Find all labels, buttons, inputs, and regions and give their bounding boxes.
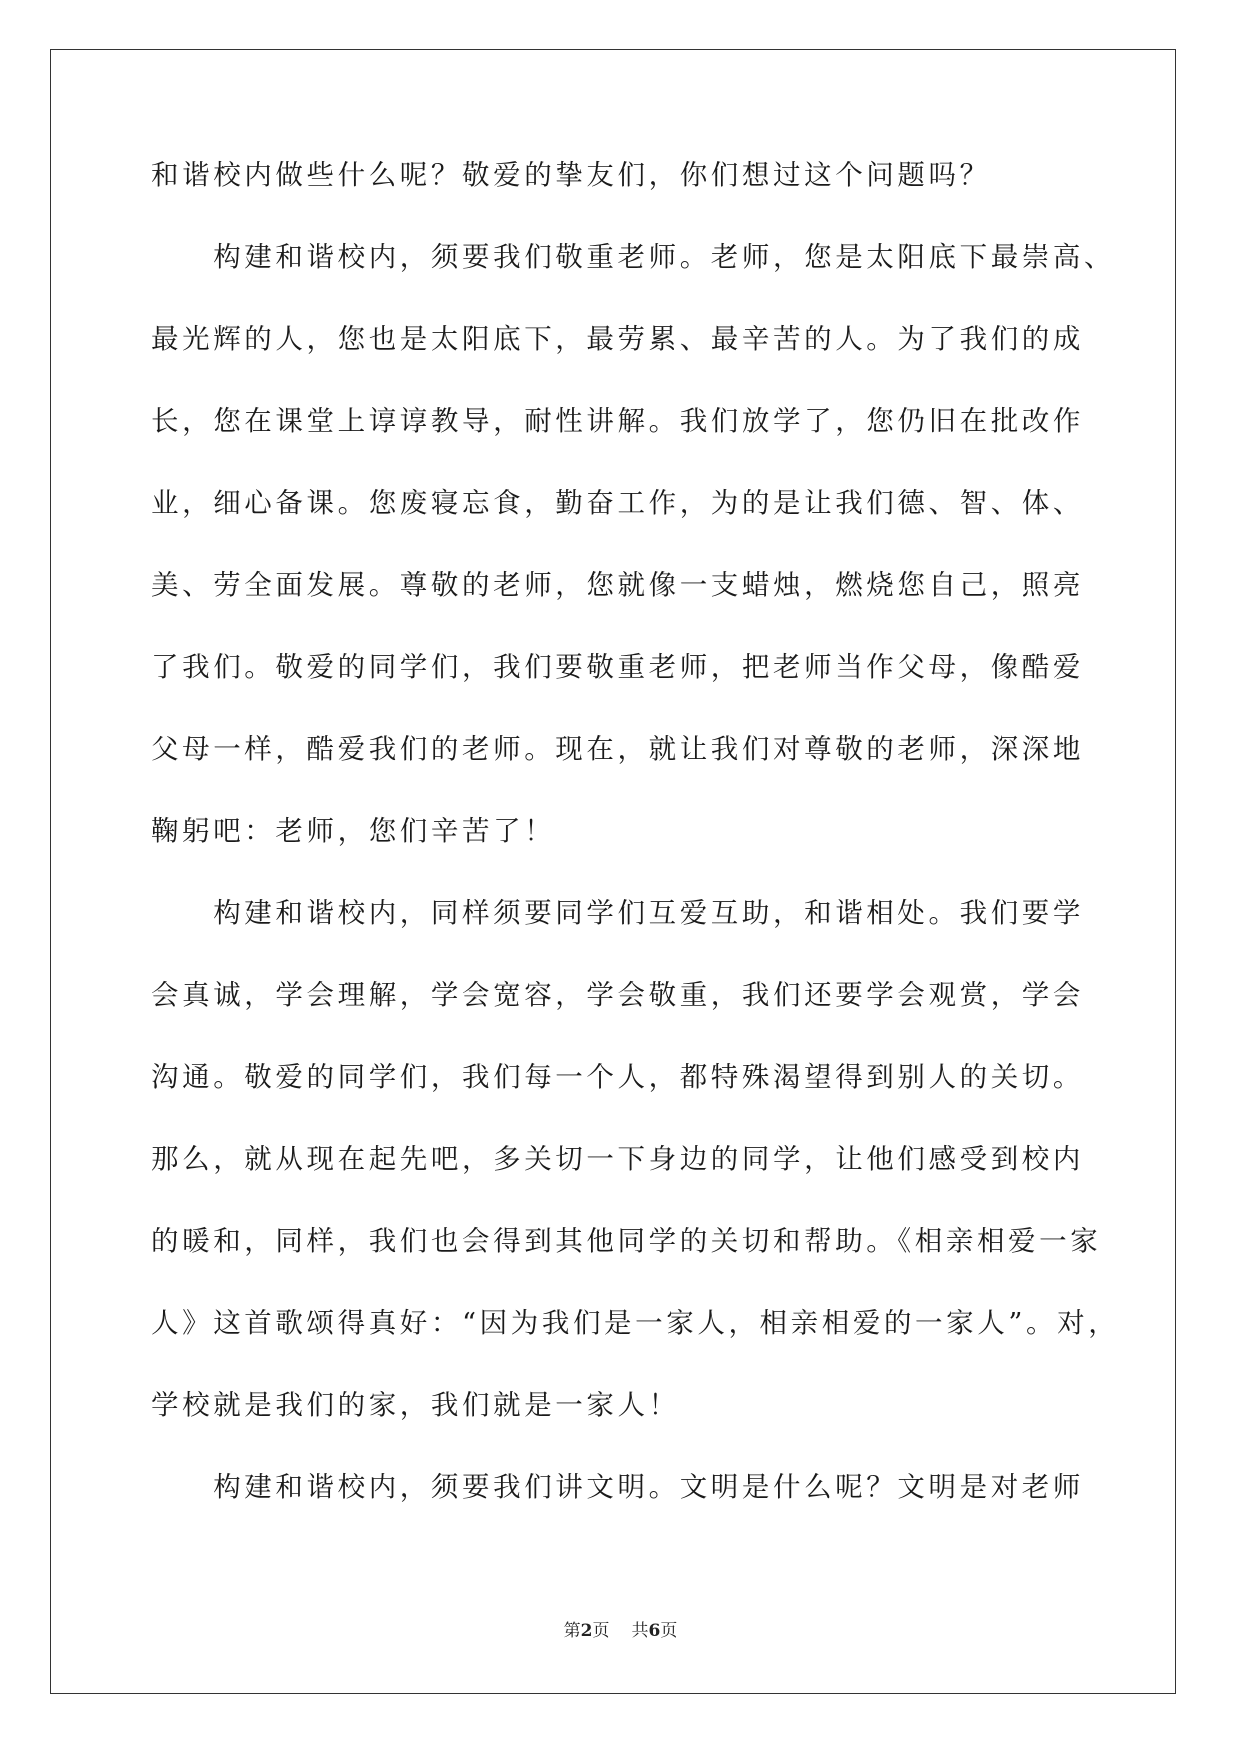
text-line: 最光辉的人，您也是太阳底下，最劳累、最辛苦的人。为了我们的成	[151, 323, 1084, 355]
text-line: 父母一样，酷爱我们的老师。现在，就让我们对尊敬的老师，深深地	[151, 733, 1084, 765]
footer-total-prefix: 共	[631, 1621, 649, 1641]
text-line: 那么，就从现在起先吧，多关切一下身边的同学，让他们感受到校内	[151, 1143, 1084, 1175]
text-line: 和谐校内做些什么呢？敬爱的挚友们，你们想过这个问题吗？	[151, 159, 991, 191]
text-line: 美、劳全面发展。尊敬的老师，您就像一支蜡烛，燃烧您自己，照亮	[151, 569, 1084, 601]
footer-page-prefix: 第	[563, 1621, 581, 1641]
footer-total-pages: 6	[648, 1621, 661, 1641]
footer-total-suffix: 页	[660, 1621, 678, 1641]
text-line: 学校就是我们的家，我们就是一家人！	[151, 1389, 680, 1421]
text-line: 鞠躬吧：老师，您们辛苦了！	[151, 815, 556, 847]
text-line: 构建和谐校内，须要我们讲文明。文明是什么呢？文明是对老师	[151, 1471, 1084, 1503]
text-line: 的暖和，同样，我们也会得到其他同学的关切和帮助。《相亲相爱一家	[151, 1225, 1102, 1257]
text-line: 人》这首歌颂得真好：“因为我们是一家人，相亲相爱的一家人”。对，	[151, 1307, 1120, 1339]
footer-page-number: 2	[580, 1621, 593, 1641]
text-line: 会真诚，学会理解，学会宽容，学会敬重，我们还要学会观赏，学会	[151, 979, 1084, 1011]
text-line: 构建和谐校内，须要我们敬重老师。老师，您是太阳底下最崇高、	[151, 241, 1116, 273]
text-line: 沟通。敬爱的同学们，我们每一个人，都特殊渴望得到别人的关切。	[151, 1061, 1084, 1093]
text-line: 业，细心备课。您废寝忘食，勤奋工作，为的是让我们德、智、体、	[151, 487, 1084, 519]
text-line: 构建和谐校内，同样须要同学们互爱互助，和谐相处。我们要学	[151, 897, 1084, 929]
page-footer	[0, 1616, 1241, 1641]
text-line: 了我们。敬爱的同学们，我们要敬重老师，把老师当作父母，像酷爱	[151, 651, 1084, 683]
document-body	[151, 159, 1120, 1554]
text-line: 长，您在课堂上谆谆教导，耐性讲解。我们放学了，您仍旧在批改作	[151, 405, 1084, 437]
footer-page-suffix: 页	[592, 1621, 610, 1641]
